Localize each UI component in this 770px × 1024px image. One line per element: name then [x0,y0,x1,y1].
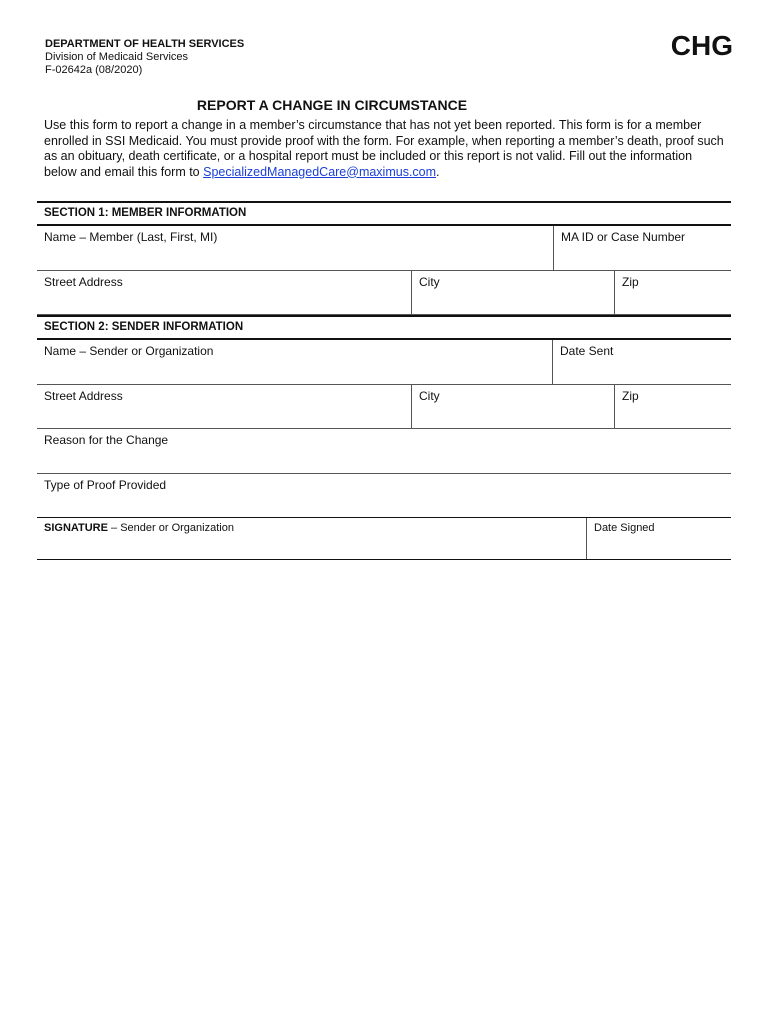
proof-row [37,474,731,518]
member-zip-field[interactable] [614,271,731,314]
date-signed-field[interactable] [586,518,731,559]
intro-text: Use this form to report a change in a member’s circumstance that has not yet been reported. This form is for a member enrolled in SSI Medicaid. You must provide proof with the form. For example, when reporting a member’s death, proof such as an obituary, death certificate, or a hospital report must be included or this report is not valid. Fill out the information below and email this form to [44,118,724,179]
proof-label: Type of Proof Provided [44,478,167,492]
division-name: Division of Medicaid Services [45,51,189,63]
member-name-field[interactable] [37,226,553,270]
section2-heading: SECTION 2: SENDER INFORMATION [37,315,731,340]
sender-name-label: Name – Sender or Organization [44,344,214,358]
reason-label: Reason for the Change [44,433,169,447]
sender-street-label: Street Address [44,389,123,403]
ma-id-field[interactable] [553,226,731,270]
department-name: DEPARTMENT OF HEALTH SERVICES [45,38,245,50]
page-title: REPORT A CHANGE IN CIRCUMSTANCE [196,97,468,113]
member-address-row [37,271,731,315]
member-name-label: Name – Member (Last, First, MI) [44,230,218,244]
intro-paragraph [44,118,724,180]
proof-field[interactable] [37,474,731,517]
sender-zip-field[interactable] [614,385,731,428]
intro-text-end: . [436,164,440,179]
date-sent-field[interactable] [552,340,731,384]
ma-id-label: MA ID or Case Number [561,230,686,244]
sender-city-label: City [419,389,440,403]
form-number: F-02642a (08/2020) [45,64,143,76]
reason-row [37,429,731,474]
date-signed-label: Date Signed [594,522,655,534]
email-link[interactable]: SpecializedManagedCare@maximus.com [203,164,437,179]
sender-address-row [37,385,731,429]
signature-label-rest: – Sender or Organization [107,522,234,534]
signature-row [37,518,731,560]
member-name-row [37,226,731,271]
sender-name-row [37,340,731,385]
form-code: CHG [670,30,733,61]
member-street-label: Street Address [44,275,123,289]
signature-label-bold: SIGNATURE [44,522,108,534]
sender-city-field[interactable] [411,385,614,428]
section1-heading: SECTION 1: MEMBER INFORMATION [37,201,731,226]
sender-street-field[interactable] [37,385,411,428]
member-street-field[interactable] [37,271,411,314]
sender-name-field[interactable] [37,340,552,384]
member-zip-label: Zip [622,275,639,289]
signature-field[interactable] [37,518,586,559]
sender-zip-label: Zip [622,389,639,403]
member-city-field[interactable] [411,271,614,314]
change-report-form [37,201,731,560]
form-header [45,38,244,77]
reason-field[interactable] [37,429,731,473]
member-city-label: City [419,275,440,289]
date-sent-label: Date Sent [560,344,614,358]
